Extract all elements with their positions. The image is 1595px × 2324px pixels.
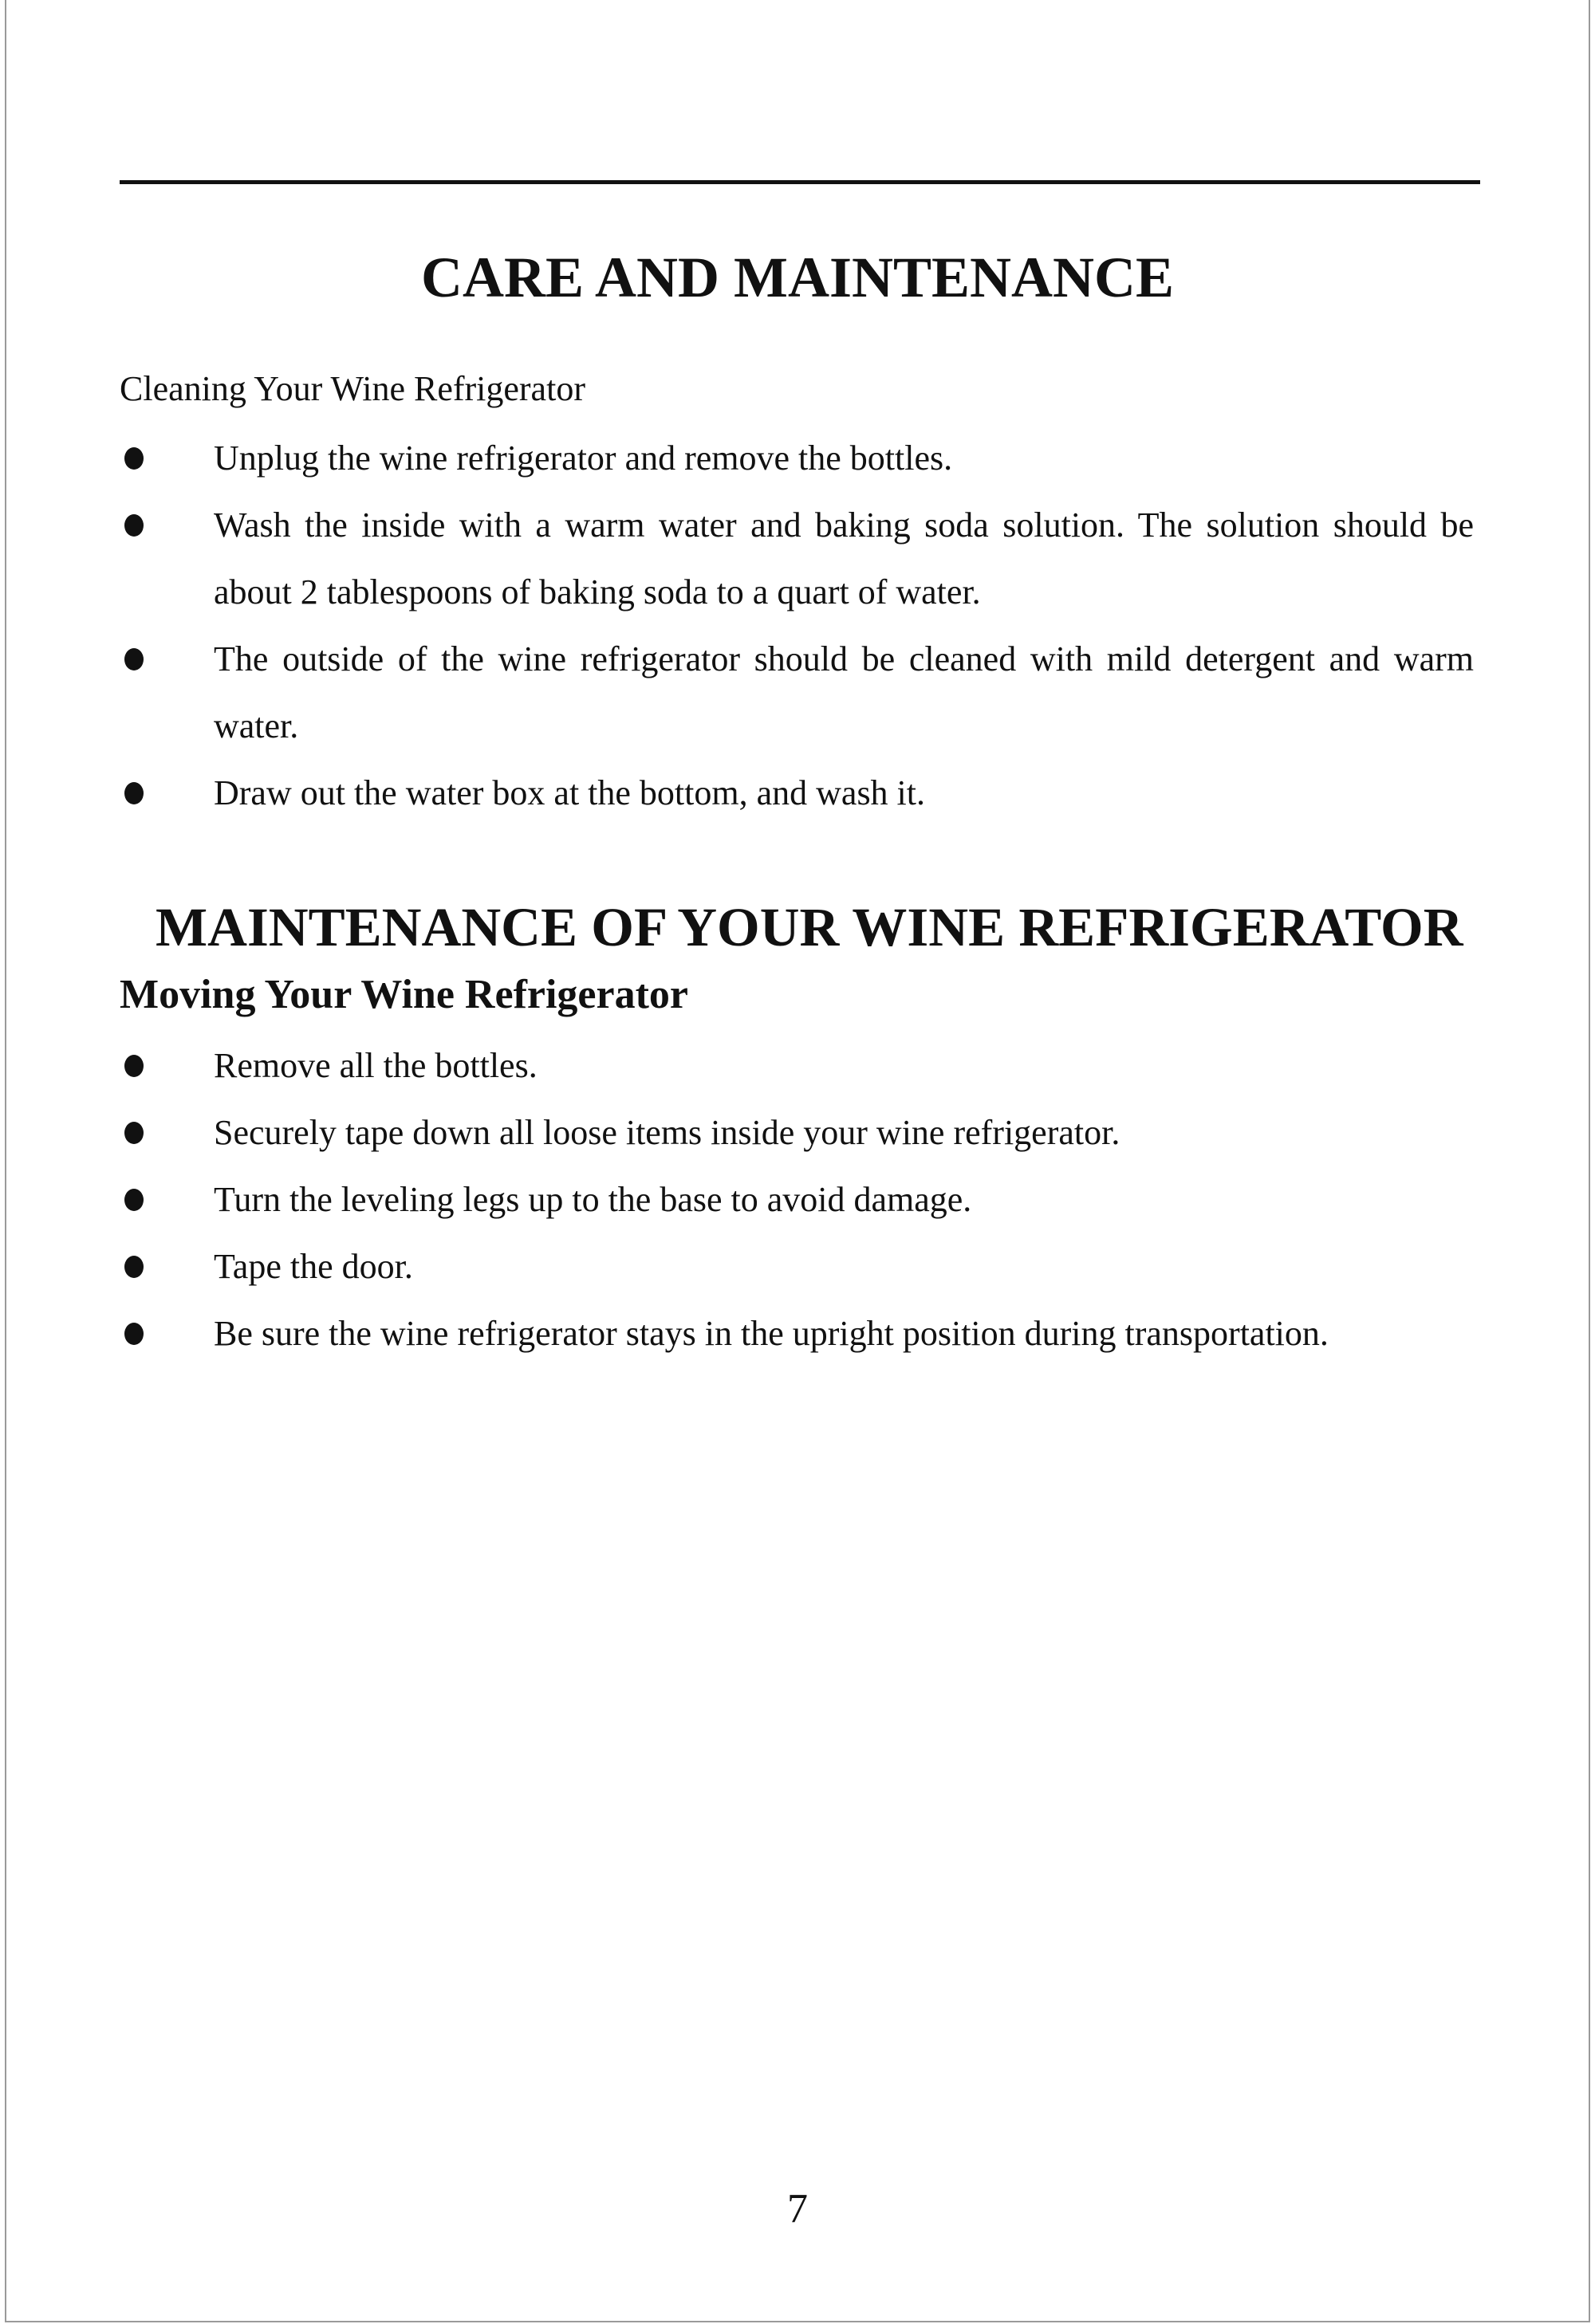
- list-item-text: Turn the leveling legs up to the base to avoid damage.: [214, 1180, 972, 1219]
- bullet-icon: [124, 782, 144, 804]
- bullet-icon: [124, 1122, 144, 1144]
- bullet-icon: [124, 514, 144, 537]
- list-item-text: Draw out the water box at the bottom, and wash it.: [214, 773, 926, 812]
- list-item-text: The outside of the wine refrigerator should be cleaned with mild detergent and warm water.: [214, 639, 1474, 745]
- section-title: MAINTENANCE OF YOUR WINE REFRIGERATOR: [156, 897, 1463, 958]
- list-item-text: Tape the door.: [214, 1247, 413, 1286]
- list-item: [120, 1300, 1474, 1367]
- list-item: [120, 1099, 1474, 1166]
- list-item: [120, 492, 1474, 626]
- cleaning-heading: Cleaning Your Wine Refrigerator: [120, 369, 585, 408]
- page-title: CARE AND MAINTENANCE: [420, 246, 1175, 309]
- header-rule: [120, 180, 1480, 184]
- page-number: 7: [787, 2186, 808, 2232]
- list-item: [120, 760, 1474, 827]
- bullet-icon: [124, 1055, 144, 1077]
- moving-list: [120, 1032, 1474, 1367]
- bullet-icon: [124, 1189, 144, 1211]
- bullet-icon: [124, 447, 144, 470]
- list-item: [120, 626, 1474, 760]
- list-item-text: Be sure the wine refrigerator stays in the upright position during transportation.: [214, 1314, 1329, 1353]
- list-item-text: Remove all the bottles.: [214, 1046, 538, 1085]
- list-item: [120, 1233, 1474, 1300]
- section-subtitle: Moving Your Wine Refrigerator: [120, 972, 688, 1017]
- cleaning-list: [120, 425, 1474, 827]
- list-item: [120, 1032, 1474, 1099]
- bullet-icon: [124, 1256, 144, 1278]
- list-item-text: Wash the inside with a warm water and baking soda solution. The solution should be about 2 tablespoons of baking soda to a quart of water.: [214, 505, 1474, 611]
- bullet-icon: [124, 648, 144, 670]
- list-item: [120, 1166, 1474, 1233]
- list-item-text: Unplug the wine refrigerator and remove the bottles.: [214, 438, 953, 478]
- list-item: [120, 425, 1474, 492]
- bullet-icon: [124, 1323, 144, 1345]
- list-item-text: Securely tape down all loose items inside your wine refrigerator.: [214, 1113, 1120, 1152]
